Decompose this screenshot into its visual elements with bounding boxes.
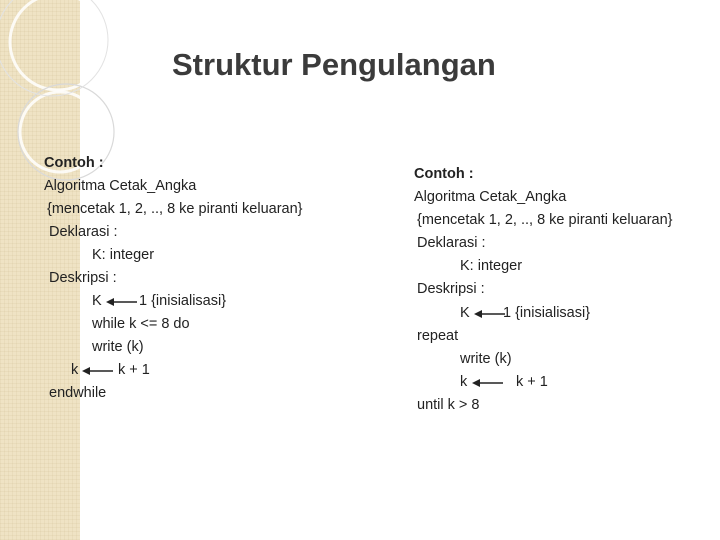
left-heading: Contoh : bbox=[44, 155, 104, 171]
left-incr-var: k bbox=[71, 362, 79, 378]
right-init-value: 1 {inisialisasi} bbox=[503, 305, 591, 321]
right-write-line: write (k) bbox=[460, 351, 512, 367]
right-incr-assign-arrow-icon bbox=[472, 378, 504, 388]
right-algorithm-name: Algoritma Cetak_Angka bbox=[414, 189, 567, 205]
right-incr-expression: k + 1 bbox=[516, 374, 548, 390]
left-incr-expression: k + 1 bbox=[118, 362, 150, 378]
right-repeat-line: repeat bbox=[417, 328, 459, 344]
left-init-var: K bbox=[92, 293, 102, 309]
left-init-assign-arrow-icon bbox=[106, 297, 138, 307]
left-endwhile-line: endwhile bbox=[49, 385, 107, 401]
left-init-value: 1 {inisialisasi} bbox=[139, 293, 227, 309]
right-incr-var: k bbox=[460, 374, 468, 390]
left-write-line: write (k) bbox=[92, 339, 144, 355]
left-while-line: while k <= 8 do bbox=[92, 316, 190, 332]
right-heading: Contoh : bbox=[414, 166, 474, 182]
left-declaration-label: Deklarasi : bbox=[49, 224, 118, 240]
left-incr-assign-arrow-icon bbox=[82, 366, 114, 376]
right-comment: {mencetak 1, 2, .., 8 ke piranti keluaran} bbox=[417, 212, 673, 228]
left-declaration-var: K: integer bbox=[92, 247, 155, 263]
right-description-label: Deskripsi : bbox=[417, 281, 485, 297]
right-declaration-label: Deklarasi : bbox=[417, 235, 486, 251]
right-init-assign-arrow-icon bbox=[474, 309, 506, 319]
left-comment: {mencetak 1, 2, .., 8 ke piranti keluaran} bbox=[47, 201, 303, 217]
right-until-line: until k > 8 bbox=[417, 397, 480, 413]
left-description-label: Deskripsi : bbox=[49, 270, 117, 286]
slide-title: Struktur Pengulangan bbox=[172, 47, 496, 82]
left-algorithm-name: Algoritma Cetak_Angka bbox=[44, 178, 197, 194]
right-init-var: K bbox=[460, 305, 470, 321]
right-declaration-var: K: integer bbox=[460, 258, 523, 274]
